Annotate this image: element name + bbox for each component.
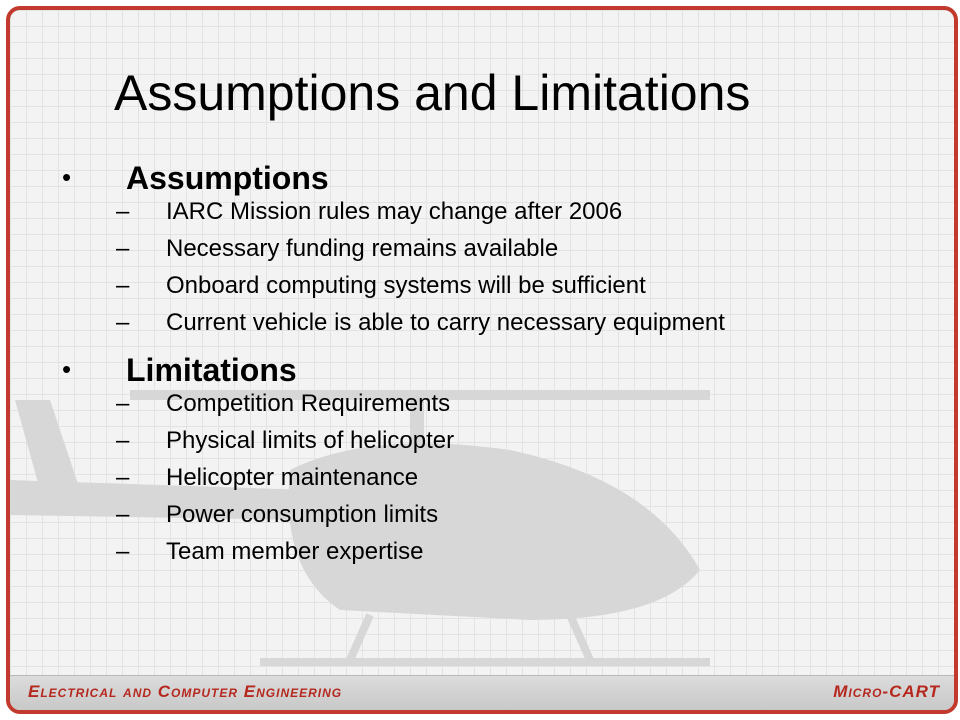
section-assumptions xyxy=(10,156,954,335)
list-item xyxy=(10,392,954,416)
item-text: Necessary funding remains available xyxy=(166,235,559,262)
item-text: Onboard computing systems will be sufficient xyxy=(166,272,646,299)
dash-marker: – xyxy=(116,198,130,225)
section-header xyxy=(10,156,954,200)
item-text: Team member expertise xyxy=(166,538,424,565)
item-text: Competition Requirements xyxy=(166,390,451,417)
dash-marker: – xyxy=(116,464,130,491)
list-item xyxy=(10,200,954,224)
dash-marker: – xyxy=(116,309,130,336)
item-text: Helicopter maintenance xyxy=(166,464,419,491)
dash-marker: – xyxy=(116,235,130,262)
dash-marker: – xyxy=(116,427,130,454)
item-text: IARC Mission rules may change after 2006 xyxy=(166,198,623,225)
slide-frame xyxy=(6,6,958,714)
dash-marker: – xyxy=(116,272,130,299)
dash-marker: – xyxy=(116,538,130,565)
list-item xyxy=(10,503,954,527)
section-header xyxy=(10,348,954,392)
list-item xyxy=(10,466,954,490)
assumptions-list xyxy=(10,200,954,335)
footer-logo-text: Micro-CART xyxy=(833,682,940,701)
bullet-icon: • xyxy=(62,354,72,384)
section-limitations xyxy=(10,348,954,564)
slide-content xyxy=(10,156,954,577)
list-item xyxy=(10,429,954,453)
bullet-icon: • xyxy=(62,162,72,192)
item-text: Power consumption limits xyxy=(166,501,439,528)
footer-bar xyxy=(10,675,954,710)
section-heading: Limitations xyxy=(126,352,297,388)
list-item xyxy=(10,540,954,564)
footer-department: Electrical and Computer Engineering xyxy=(28,682,343,701)
list-item xyxy=(10,237,954,261)
limitations-list xyxy=(10,392,954,564)
dash-marker: – xyxy=(116,501,130,528)
slide-title: Assumptions and Limitations xyxy=(114,65,751,121)
item-text: Current vehicle is able to carry necessary equipment xyxy=(166,309,725,336)
dash-marker: – xyxy=(116,390,130,417)
item-text: Physical limits of helicopter xyxy=(166,427,455,454)
list-item xyxy=(10,311,954,335)
list-item xyxy=(10,274,954,298)
section-heading: Assumptions xyxy=(126,160,329,196)
